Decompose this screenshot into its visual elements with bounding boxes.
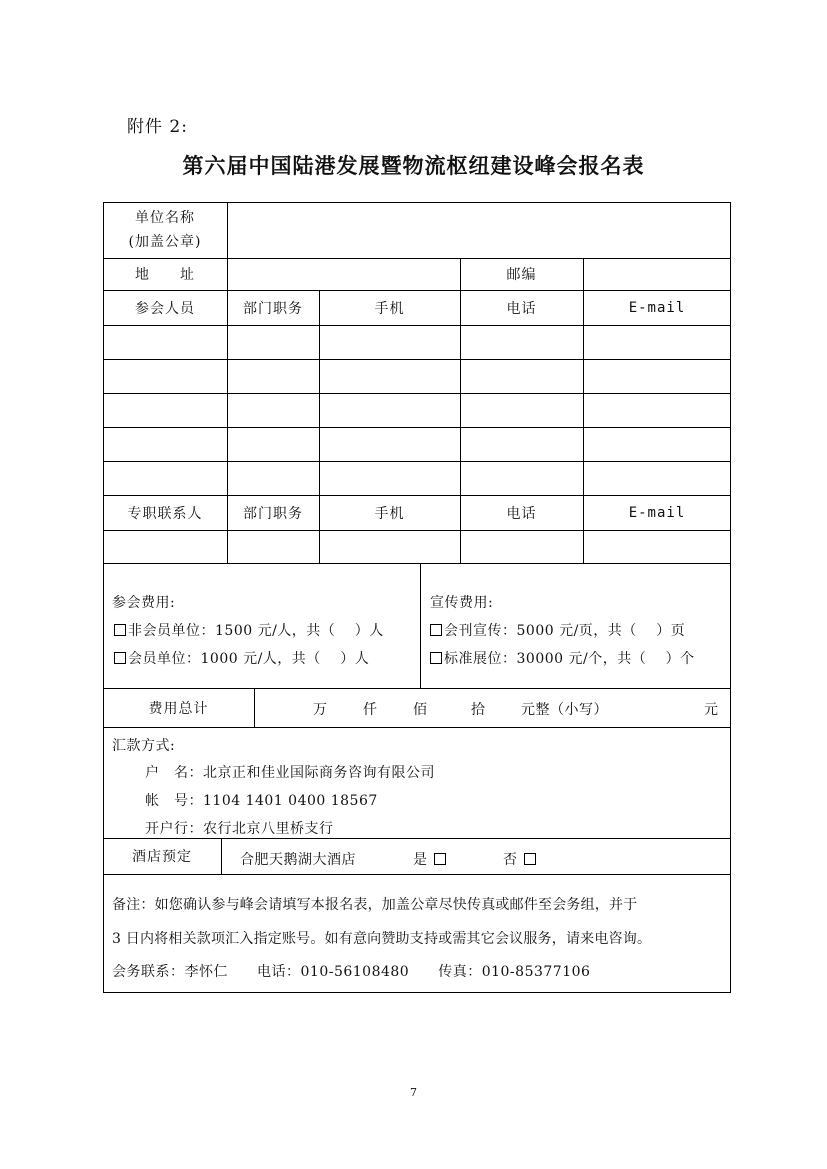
booth-checkbox[interactable]	[430, 652, 442, 664]
total-unit-bai: 佰	[413, 702, 428, 718]
booth-fee-text: 标准展位：30000 元/个，共（ ）个	[444, 651, 695, 667]
attendees-header-mobile: 手机	[374, 300, 405, 317]
remittance-title: 汇款方式:	[112, 738, 176, 754]
hotel-no-option	[503, 849, 538, 869]
notes-contact-line: 会务联系：李怀仁 电话：010-56108480 传真：010-85377106	[112, 964, 591, 980]
member-checkbox[interactable]	[114, 652, 126, 664]
attendance-fee-title: 参会费用:	[112, 595, 176, 611]
notes-line-2: 3 日内将相关款项汇入指定账号。如有意向赞助支持或需其它会议服务，请来电咨询。	[112, 931, 652, 947]
unit-name-label	[103, 202, 227, 258]
page-number: 7	[410, 1086, 417, 1099]
postcode-label: 邮编	[506, 267, 537, 283]
attendee-row[interactable]	[104, 428, 730, 461]
account-number: 帐 号：1104 1401 0400 18567	[145, 793, 378, 809]
member-fee-text: 会员单位：1000 元/人，共（ ）人	[128, 651, 370, 667]
hotel-label: 酒店预定	[132, 849, 192, 865]
contact-row[interactable]	[104, 531, 730, 563]
account-name: 户 名：北京正和佳业国际商务咨询有限公司	[145, 765, 435, 781]
contact-header-email: E-mail	[628, 504, 686, 521]
publication-fee-line	[428, 620, 685, 640]
attendees-header-name: 参会人员	[135, 300, 195, 317]
hotel-yes-option	[413, 849, 448, 869]
publication-fee-text: 会刊宣传：5000 元/页，共（ ）页	[444, 623, 686, 639]
attendee-row[interactable]	[104, 326, 730, 359]
attendees-header-department: 部门职务	[243, 300, 303, 317]
total-unit-yuan: 元	[704, 702, 719, 718]
contact-header-phone: 电话	[506, 505, 537, 522]
attachment-label: 附件 2:	[127, 117, 188, 137]
attendee-row[interactable]	[104, 462, 730, 495]
nonmember-fee-text: 非会员单位：1500 元/人，共（ ）人	[128, 623, 384, 639]
address-field[interactable]	[228, 259, 460, 290]
nonmember-fee-line	[112, 620, 384, 640]
attendee-row[interactable]	[104, 360, 730, 393]
hotel-no-label: 否	[503, 852, 518, 868]
address-label: 地 址	[135, 267, 195, 283]
attendee-row[interactable]	[104, 394, 730, 427]
hotel-no-checkbox[interactable]	[524, 853, 536, 865]
contact-header-department: 部门职务	[243, 505, 303, 522]
member-fee-line	[112, 648, 369, 668]
unit-name-label-line2: (加盖公章)	[128, 234, 202, 250]
total-label: 费用总计	[148, 700, 209, 717]
hotel-yes-label: 是	[413, 852, 428, 868]
booth-fee-line	[428, 648, 695, 668]
notes-line-1: 备注：如您确认参与峰会请填写本报名表，加盖公章尽快传真或邮件至会务组，并于	[112, 897, 638, 913]
contact-header-mobile: 手机	[374, 505, 405, 522]
hotel-name: 合肥天鹅湖大酒店	[240, 852, 356, 868]
nonmember-checkbox[interactable]	[114, 624, 126, 636]
unit-name-label-line1: 单位名称	[135, 210, 195, 226]
publication-checkbox[interactable]	[430, 624, 442, 636]
hotel-yes-checkbox[interactable]	[434, 853, 446, 865]
bank-name: 开户行：农行北京八里桥支行	[145, 821, 334, 837]
promotion-fee-title: 宣传费用:	[430, 595, 494, 611]
contact-header-name: 专职联系人	[127, 505, 203, 522]
attendees-header-phone: 电话	[506, 300, 537, 317]
form-title: 第六届中国陆港发展暨物流枢纽建设峰会报名表	[182, 154, 645, 178]
total-unit-qian: 仟	[363, 702, 378, 718]
total-unit-shi: 拾	[471, 702, 486, 718]
attendees-header-email: E-mail	[628, 299, 686, 316]
unit-name-field[interactable]	[228, 203, 730, 258]
total-unit-wan: 万	[313, 702, 328, 718]
total-unit-yuan-words: 元整（小写）	[521, 702, 608, 718]
postcode-field[interactable]	[584, 259, 730, 290]
